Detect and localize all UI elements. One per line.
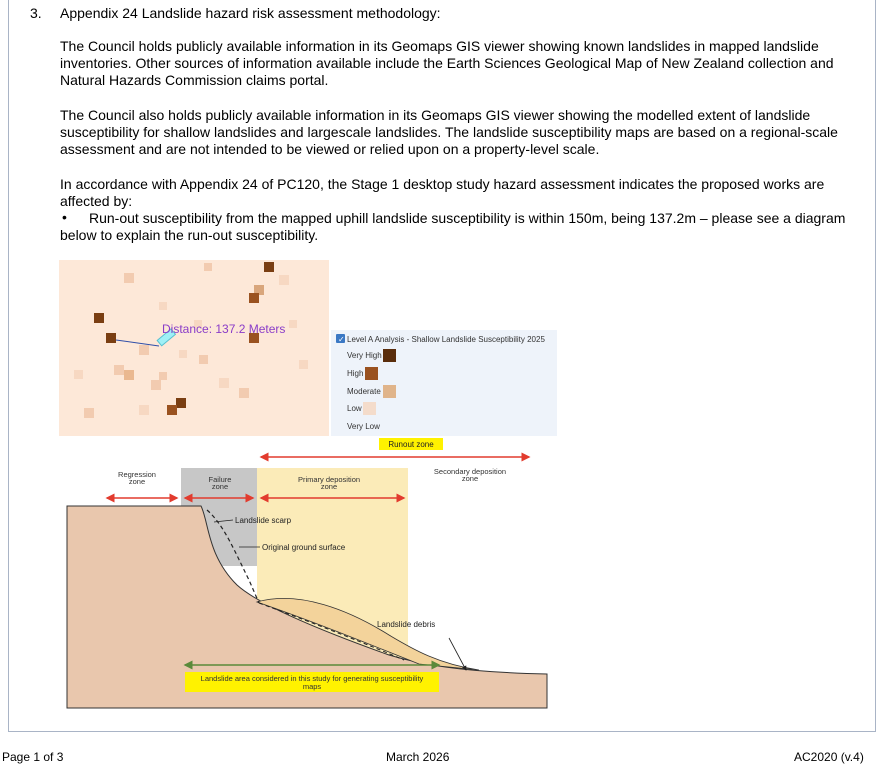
primary-zone-label: Primary deposition bbox=[297, 475, 361, 484]
legend-label-very-low: Very Low bbox=[347, 422, 380, 431]
study-area-label-2: maps bbox=[302, 682, 322, 691]
study-area-label: Landslide area considered in this study for generating susceptibility bbox=[200, 674, 424, 683]
footer-form-code: AC2020 (v.4) bbox=[794, 750, 864, 764]
original-ground-label: Original ground surface bbox=[262, 543, 346, 552]
bullet-runout: Run-out susceptibility from the mapped uphill landslide susceptibility is within 150m, being 137.2m – please see a diagram below to explain the run-out susceptibility. bbox=[60, 210, 846, 243]
regression-zone-label: Regression bbox=[118, 470, 156, 479]
primary-zone-label-2: zone bbox=[320, 482, 338, 491]
legend-label-moderate: Moderate bbox=[347, 387, 381, 396]
secondary-zone-label-2: zone bbox=[461, 474, 479, 483]
landslide-debris-label: Landslide debris bbox=[377, 620, 436, 629]
legend-swatch-low bbox=[363, 402, 376, 415]
landslide-scarp-label: Landslide scarp bbox=[235, 516, 292, 525]
legend-title: Level A Analysis - Shallow Landslide Susceptibility 2025 bbox=[347, 335, 545, 344]
legend-label-high: High bbox=[347, 369, 364, 378]
legend-label-low: Low bbox=[347, 404, 362, 413]
runout-figure-svg bbox=[59, 260, 557, 716]
legend-swatch-very-high bbox=[383, 349, 396, 362]
footer-date: March 2026 bbox=[386, 750, 450, 764]
item-heading: Appendix 24 Landslide hazard risk assessment methodology: bbox=[60, 5, 441, 21]
failure-zone-label: Failure bbox=[208, 475, 232, 484]
footer-page-number: Page 1 of 3 bbox=[2, 750, 64, 764]
check-icon: ✓ bbox=[338, 335, 345, 344]
regression-zone-label-2: zone bbox=[128, 477, 146, 486]
legend-swatch-moderate bbox=[383, 385, 396, 398]
paragraph-inventories: The Council holds publicly available information in its Geomaps GIS viewer showing known landslides in mapped landslide inventories. Other sources of information available include the Earth Sciences Geological Map of New Zealand collection and Natural Hazards Commission claims portal. bbox=[60, 38, 834, 88]
legend-label-very-high: Very High bbox=[347, 351, 382, 360]
secondary-zone-label: Secondary deposition bbox=[433, 467, 507, 476]
distance-label: Distance: 137.2 Meters bbox=[162, 322, 286, 336]
legend-swatch-high bbox=[365, 367, 378, 380]
failure-zone-label-2: zone bbox=[211, 482, 229, 491]
bullet-symbol: • bbox=[62, 209, 67, 225]
paragraph-appendix: In accordance with Appendix 24 of PC120, the Stage 1 desktop study hazard assessment indicates the proposed works are affected by: bbox=[60, 176, 825, 209]
runout-figure bbox=[59, 260, 557, 716]
legend-panel bbox=[331, 330, 557, 436]
map-background bbox=[59, 260, 329, 436]
paragraph-susceptibility: The Council also holds publicly available information in its Geomaps GIS viewer showing the modelled extent of landslide susceptibility for shallow landslides and largescale landslides. The landslide susceptibility maps are based on a regional-scale assessment and are not intended to be viewed or relied upon on a property-level scale. bbox=[60, 107, 838, 157]
runout-zone-label: Runout zone bbox=[388, 440, 434, 449]
item-number: 3. bbox=[30, 5, 42, 21]
